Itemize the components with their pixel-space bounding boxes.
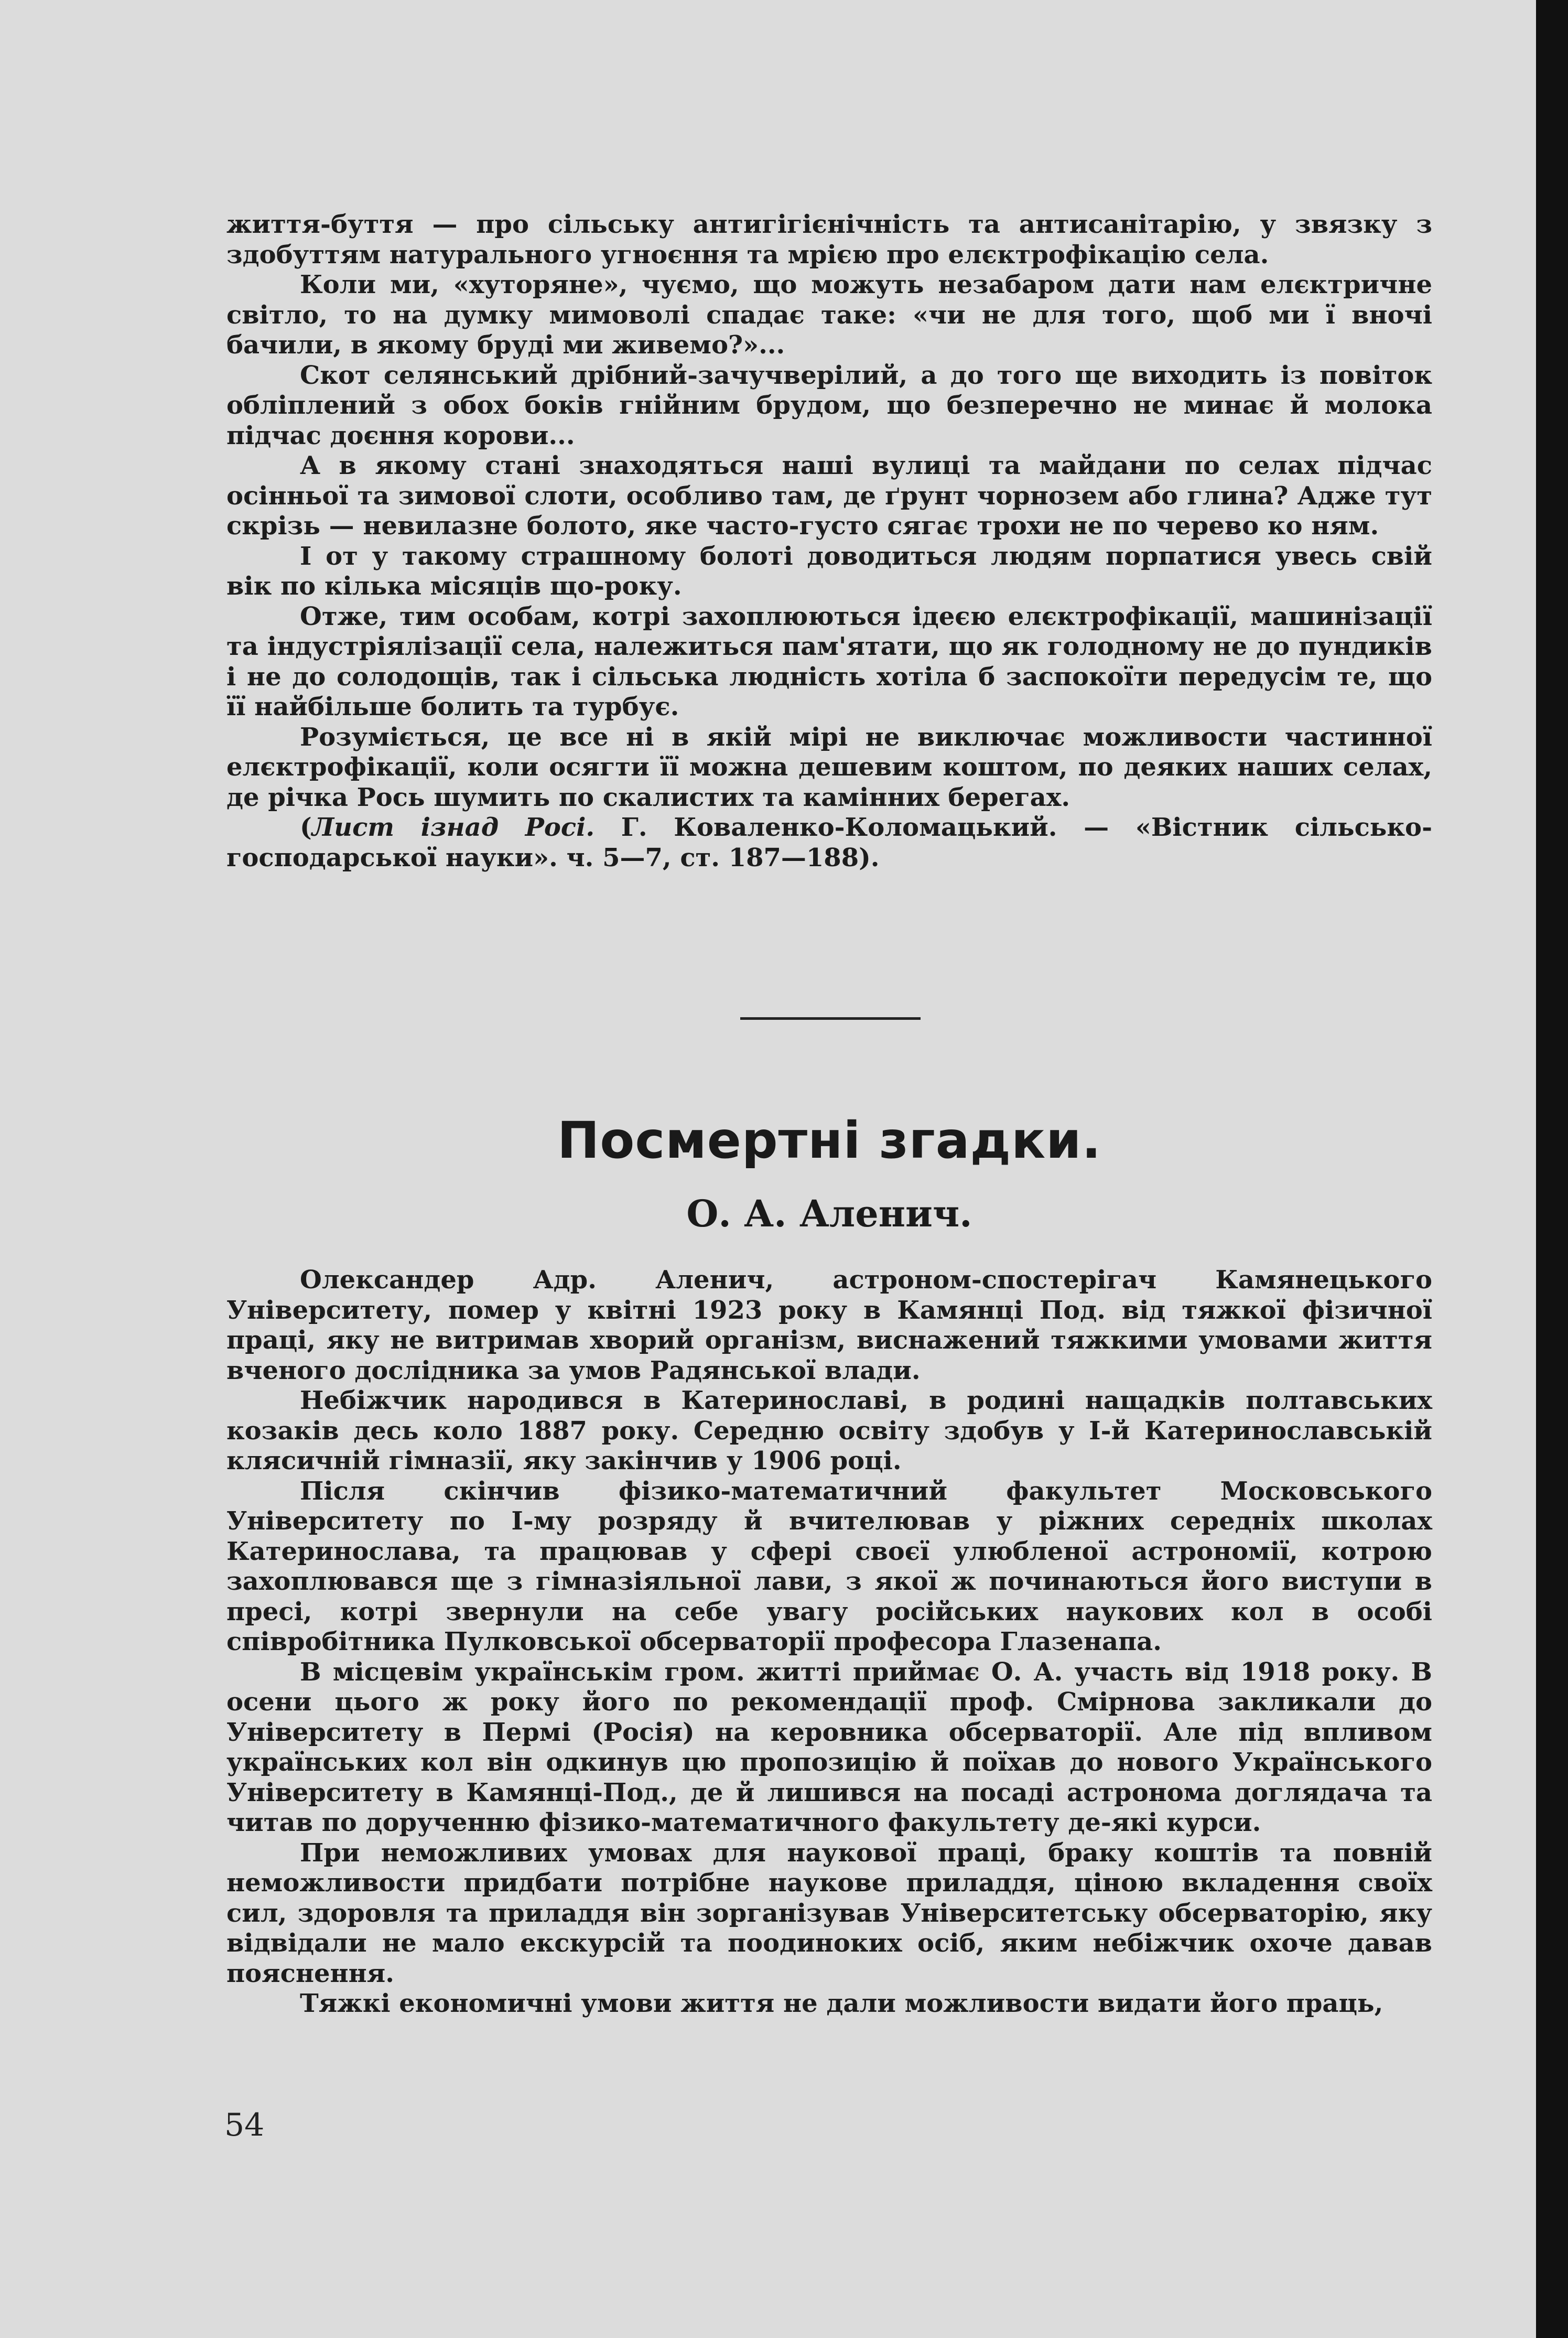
paragraph: Олександер Адр. Аленич, астроном-спостерігач Камянецького Університету, помер у квітні 1923 року в Камянці Под. від тяжкої фізичної праці, яку не витримав хворий організм, виснажений тяжкими умовами життя вченого дослідника за умов Радянської влади. — [226, 1265, 1432, 1385]
paragraph: Скот селянський дрібний-зачучверілий, а до того ще виходить із повіток обліплений з обох боків гнійним брудом, що безперечно не минає й молока підчас доєння корови... — [226, 360, 1432, 450]
citation-open: ( — [300, 813, 312, 842]
citation-title: Лист ізнад Росі. — [311, 813, 595, 842]
paragraph: Розуміється, це все ні в якій мірі не виключає можливости частинної елєктрофікації, коли осягти її можна дешевим коштом, по деяких наших селах, де річка Рось шумить по скалистих та камінних берегах. — [226, 722, 1432, 812]
paragraph: Небіжчик народився в Катеринославі, в родині нащадків полтавських козаків десь коло 1887 року. Середню освіту здобув у І-й Катеринославській клясичній гімназії, яку закінчив у 1906 році. — [226, 1386, 1432, 1475]
paragraph: При неможливих умовах для наукової праці, браку коштів та повній неможливости придбати потрібне наукове приладдя, ціною вкладення своїх сил, здоровля та приладдя він зорганізував Університетську обсерваторію, яку відвідали не мало екскурсій та поодиноких осіб, яким небіжчик охоче давав пояснення. — [226, 1838, 1432, 1988]
paragraph: Після скінчив фізико-математичний факультет Московського Університету по І-му розряду й вчителював у ріжних середніх школах Катеринослава, та працював у сфері своєї улюбленої астрономії, котрою захоплювався ще з гімназіяльної лави, з якої ж починаються його виступи в пресі, котрі звернули на себе увагу російських наукових кол в особі співробітника Пулковської обсерваторії професора Глазенапа. — [226, 1476, 1432, 1656]
scan-edge — [1536, 0, 1568, 2338]
section-divider — [740, 1017, 921, 1020]
obituary-heading: О. А. Аленич. — [686, 1192, 972, 1235]
paragraph: Отже, тим особам, котрі захоплюються ідеєю елєктрофікації, машинізації та індустріялізації села, належиться пам'ятати, що як голодному не до пундиків і не до солодощів, так і сільська людність хотіла б заспокоїти передусім те, що її найбільше болить та турбує. — [226, 601, 1432, 721]
paragraph: А в якому стані знаходяться наші вулиці та майдани по селах підчас осінньої та зимової слоти, особливо там, де ґрунт чорнозем або глина? Адже тут скрізь — невилазне болото, яке часто-густо сягає трохи не по черево ко ням. — [226, 451, 1432, 541]
paragraph: Тяжкі економичні умови життя не дали можливости видати його праць, — [300, 1989, 1383, 2018]
paragraph: життя-буття — про сільську антигігієнічність та антисанітарію, у звязку з здобуттям натурального угноєння та мрією про елєктрофікацію села. — [226, 210, 1432, 270]
obituary-body — [226, 1265, 1432, 2019]
page-number: 54 — [224, 2107, 265, 2143]
paragraph: В місцевім українськім гром. житті приймає О. А. участь від 1918 року. В осени цього ж року його по рекомендації проф. Смірнова закликали до Університету в Пермі (Росія) на керовника обсерваторії. Але під впливом українських кол він одкинув цю пропозицію й поїхав до нового Українського Університету в Камянці-Под., де й лишився на посаді астронома доглядача та читав по дорученню фізико-математичного факультету де-які курси. — [226, 1657, 1432, 1837]
article-continuation — [226, 210, 1432, 873]
paragraph: Коли ми, «хуторяне», чуємо, що можуть незабаром дати нам елєктричне світло, то на думку мимоволі спадає таке: «чи не для того, щоб ми ї вночі бачили, в якому бруді ми живемо?»... — [226, 270, 1432, 360]
paragraph: І от у такому страшному болоті доводиться людям порпатися увесь свій вік по кілька місяців що-року. — [226, 541, 1432, 601]
citation-rest: Г. Коваленко-Коломацький. — «Вістник сільсько-господарської науки». ч. 5—7, ст. 187—188). — [226, 813, 1432, 872]
citation — [226, 813, 1432, 873]
section-title: Посмертні згадки. — [557, 1111, 1101, 1170]
